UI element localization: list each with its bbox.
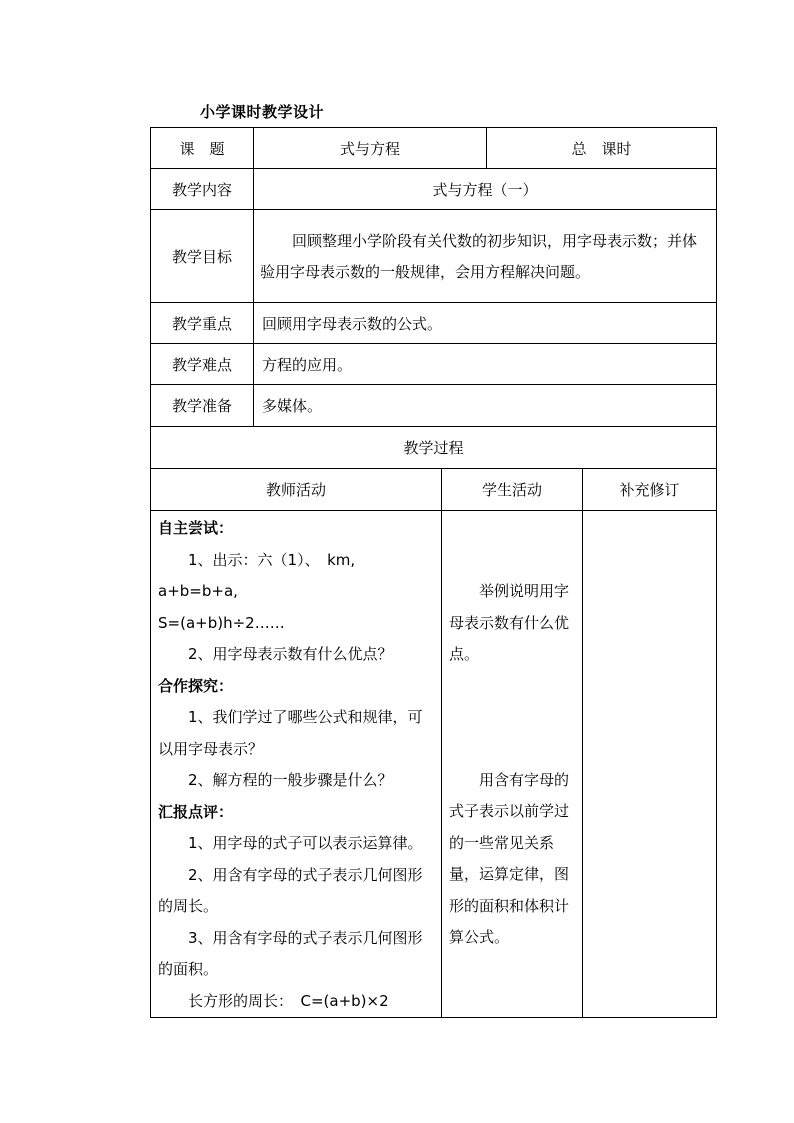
goal-label: 教学目标 [151, 210, 254, 303]
key-point-label: 教学重点 [151, 303, 254, 344]
row-key-point [151, 303, 717, 344]
preparation-value: 多媒体。 [254, 385, 717, 427]
lesson-plan-table [150, 127, 717, 1018]
teacher-line: 1、我们学过了哪些公式和规律，可以用字母表示？ [158, 708, 423, 758]
teacher-line: 汇报点评： [158, 802, 234, 821]
teacher-line: 2、用字母表示数有什么优点？ [188, 645, 393, 663]
row-preparation [151, 385, 717, 427]
teacher-line: 2、解方程的一般步骤是什么？ [188, 771, 393, 789]
revision-cell [583, 511, 717, 1018]
teacher-line: 自主尝试： [158, 519, 234, 537]
document-title: 小学课时教学设计 [200, 103, 325, 121]
row-column-headers [151, 469, 717, 511]
revision-header: 补充修订 [583, 469, 717, 511]
row-content [151, 169, 717, 210]
content-label: 教学内容 [151, 169, 254, 210]
total-lessons-label: 总 课时 [487, 128, 717, 169]
student-activity-text: 举例说明用字母表示数有什么优点。 [449, 582, 570, 663]
goal-value: 回顾整理小学阶段有关代数的初步知识，用字母表示数；并体验用字母表示数的一般规律，会用方程解决问题。 [254, 210, 717, 303]
student-activity-cell [442, 511, 583, 1018]
teacher-line: 3、用含有字母的式子表示几何图形的面积。 [158, 928, 423, 978]
teacher-line: a+b=b+a, [158, 582, 238, 600]
teacher-line: 长方形的周长： C=(a+b)×2 [188, 991, 389, 1010]
student-activity-text: 用含有字母的式子表示以前学过的一些常见关系量，运算定律，图形的面积和体积计算公式。 [449, 770, 570, 946]
row-topic [151, 128, 717, 169]
teacher-activity-cell [151, 511, 442, 1018]
teacher-line: 合作探究： [158, 676, 234, 695]
key-point-value: 回顾用字母表示数的公式。 [254, 303, 717, 344]
student-activity-header: 学生活动 [442, 469, 583, 511]
row-process-header [151, 427, 717, 469]
teacher-line: 1、出示：六（1）、 km, [188, 550, 356, 569]
difficulty-value: 方程的应用。 [254, 344, 717, 385]
content-value: 式与方程（一） [254, 169, 717, 210]
teacher-activity-header: 教师活动 [151, 469, 442, 511]
row-process-body [151, 511, 717, 1018]
topic-value: 式与方程 [254, 128, 487, 169]
preparation-label: 教学准备 [151, 385, 254, 427]
row-goal [151, 210, 717, 303]
topic-label: 课 题 [151, 128, 254, 169]
teacher-line: S=(a+b)h÷2…… [158, 613, 285, 632]
process-header: 教学过程 [151, 427, 717, 469]
teacher-line: 2、用含有字母的式子表示几何图形的周长。 [158, 865, 423, 915]
row-difficulty [151, 344, 717, 385]
difficulty-label: 教学难点 [151, 344, 254, 385]
teacher-line: 1、用字母的式子可以表示运算律。 [188, 834, 423, 852]
